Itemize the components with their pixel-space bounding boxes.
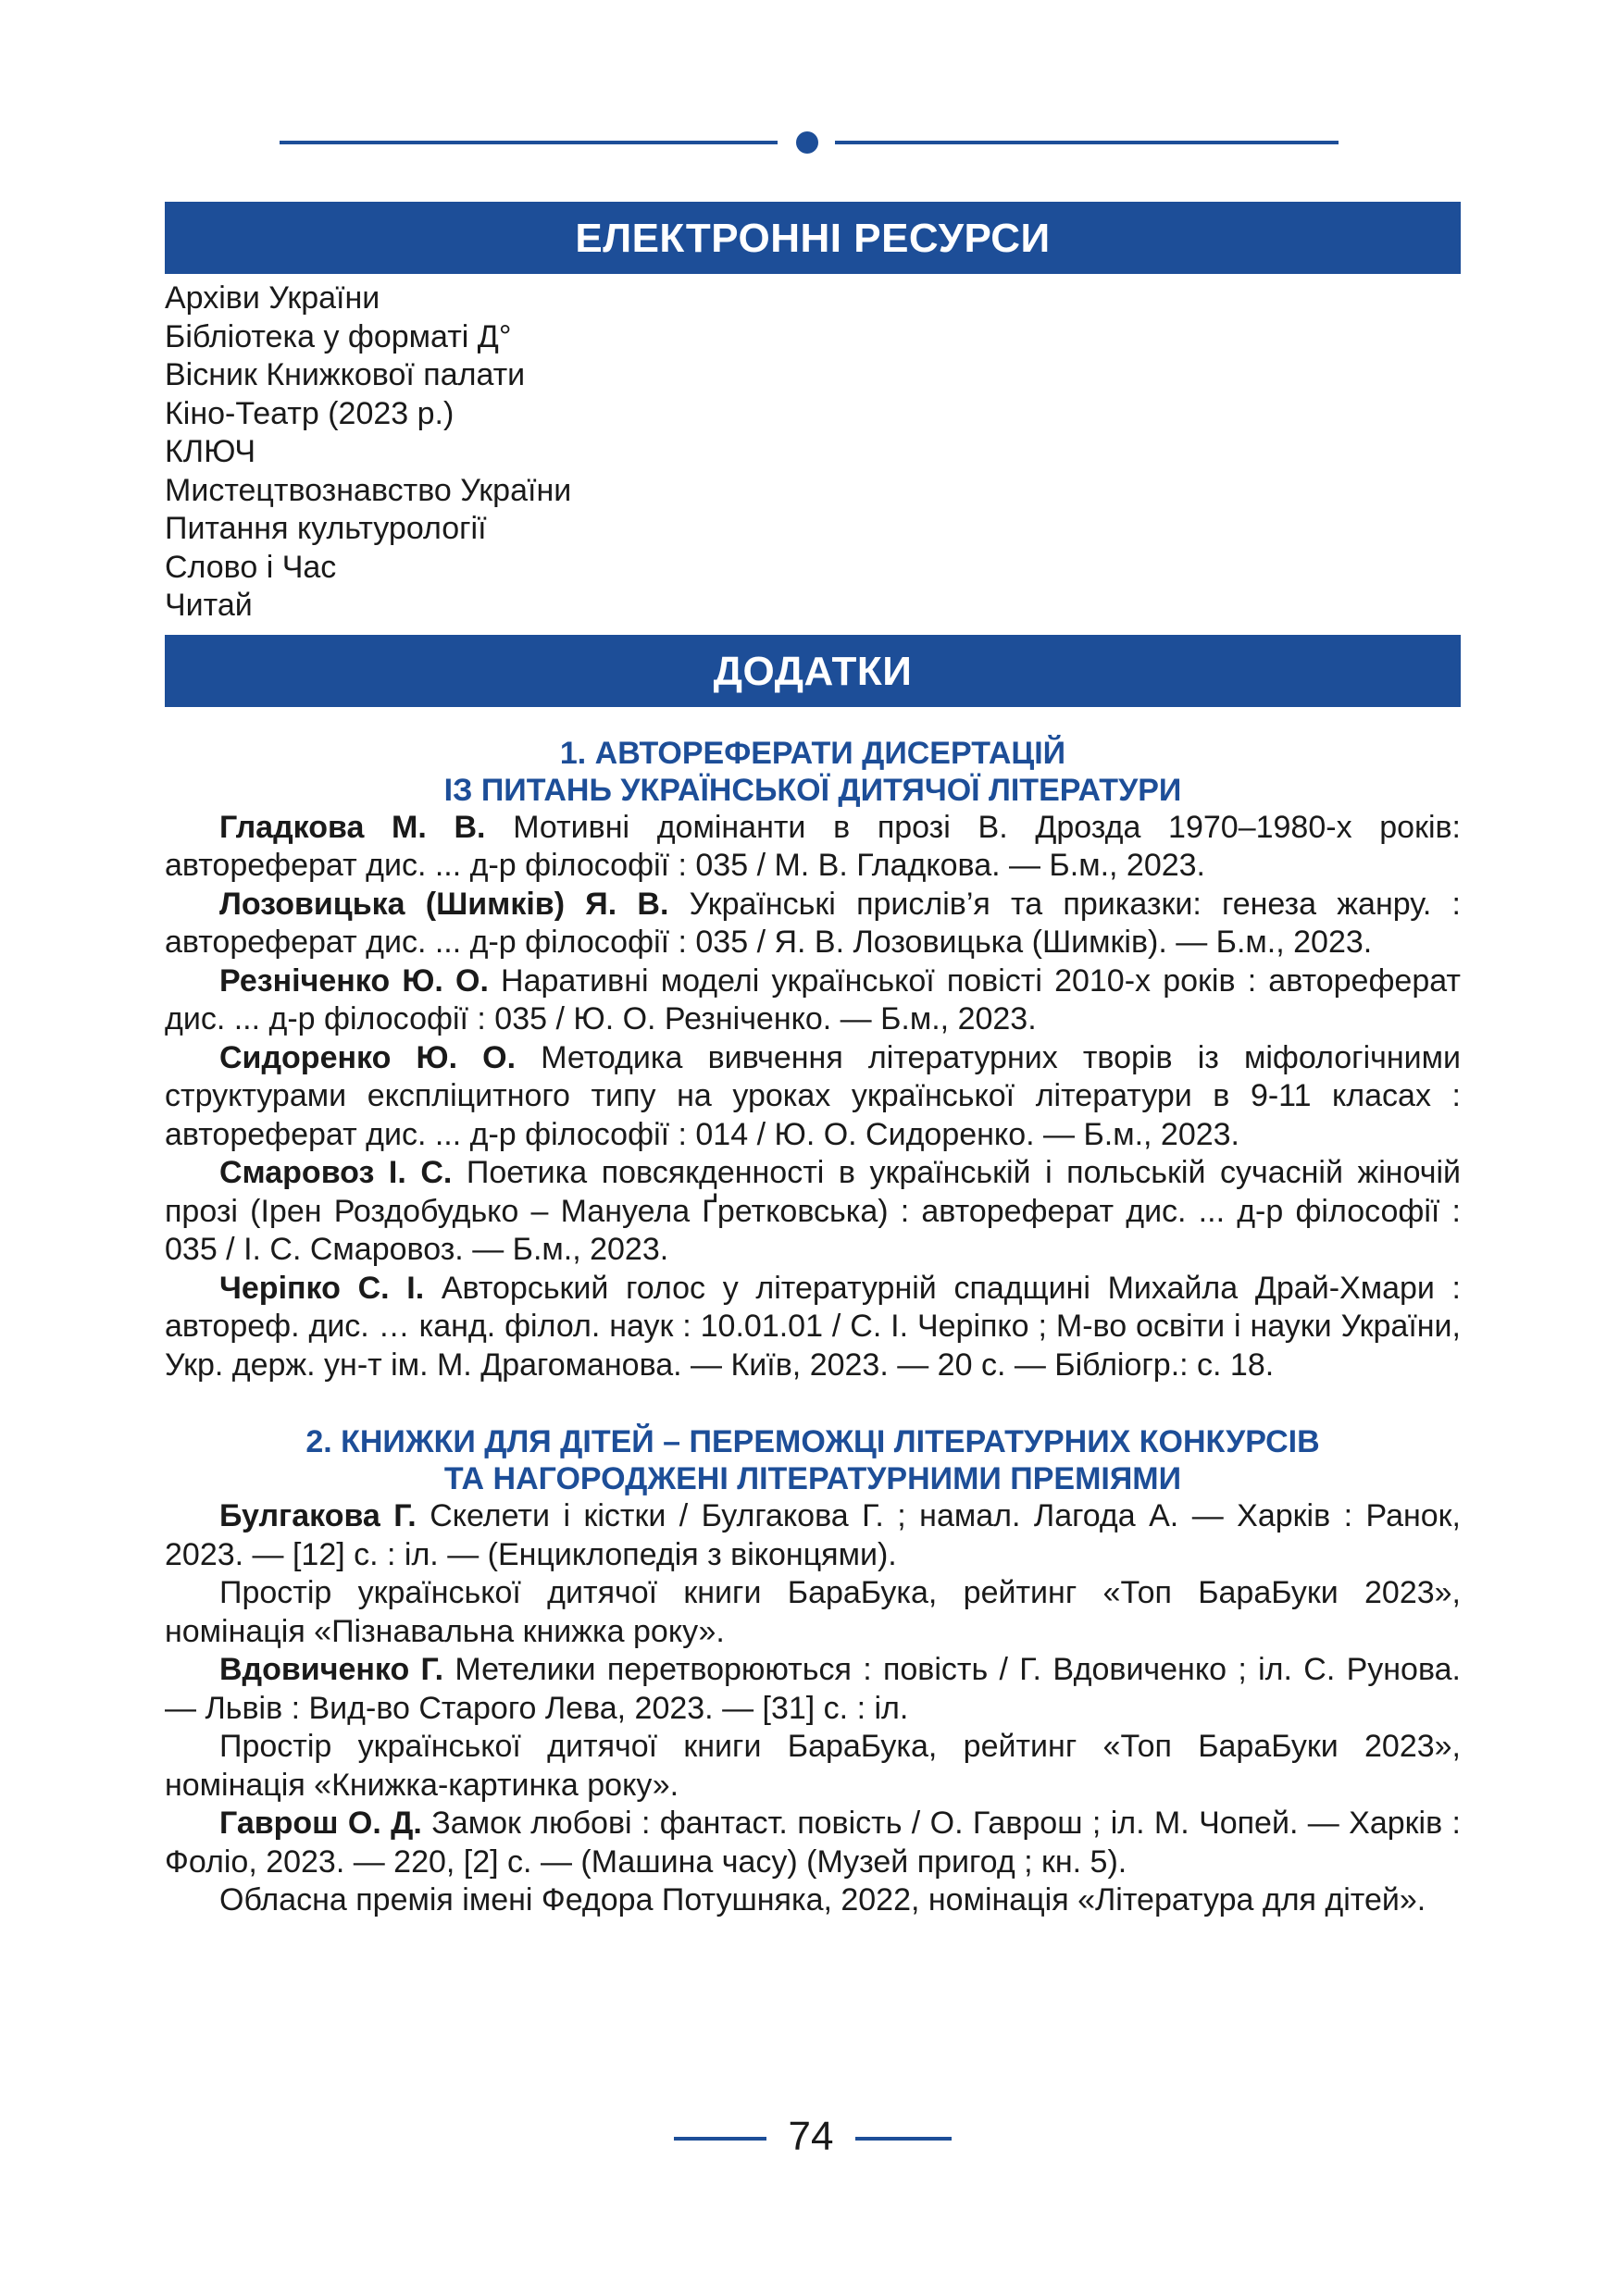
footer-rule-left: [674, 2137, 766, 2141]
page-number: 74: [788, 2114, 834, 2159]
award-note: Простір української дитячої книги БараБука, рейтинг «Топ БараБуки 2023», номінація «Пізнавальна книжка року».: [165, 1575, 1461, 1649]
header-decoration: [0, 131, 1619, 154]
entry-text: Мотивні домінанти в прозі В. Дрозда 1970–1980-х років: автореферат дис. ... д-р філософії : 035 / М. В. Гладкова. — Б.м., 2023.: [165, 809, 1462, 883]
entry-text: Скелети і кістки / Булгакова Г. ; намал. Лагода А. — Харків : Ранок, 2023. — [12] с. : іл. — (Енциклопедія з віконцями).: [165, 1498, 1461, 1572]
entry-author: Сидоренко Ю. О.: [219, 1039, 517, 1075]
section-2-title-line2: ТА НАГОРОДЖЕНІ ЛІТЕРАТУРНИМИ ПРЕМІЯМИ: [443, 1461, 1182, 1496]
bibliography-entry: [165, 1497, 1461, 1574]
section-2-title: [165, 1423, 1461, 1497]
entry-author: Смаровоз І. С.: [219, 1155, 453, 1190]
resource-item: Питання культурології: [165, 511, 487, 546]
entry-text: Метелики перетворюються : повість / Г. Вдовиченко ; іл. С. Рунова. — Львів : Вид-во Старого Лева, 2023. — [31] с. : іл.: [165, 1652, 1461, 1726]
entry-author: Черіпко С. І.: [219, 1270, 425, 1306]
resource-item: Вісник Книжкової палати: [165, 357, 526, 392]
bibliography-entry: [165, 962, 1461, 1039]
bibliography-entry: [165, 1154, 1461, 1270]
header-rule-right: [835, 141, 1339, 144]
entry-author: Резніченко Ю. О.: [219, 962, 489, 999]
resource-item: Бібліотека у форматі Д°: [165, 318, 512, 354]
entry-text: Поетика повсякденності в українській і польській сучасній жіночій прозі (Ірен Роздобудько – Мануела Ґретковська) : автореферат дис. ... д-р філософії : 035 / І. С. Смаровоз. — Б.м., 2023.: [165, 1155, 1461, 1267]
entry-author: Вдовиченко Г.: [219, 1652, 444, 1687]
entry-author: Гладкова М. В.: [219, 809, 486, 845]
award-note: Обласна премія імені Федора Потушняка, 2022, номінація «Література для дітей».: [219, 1882, 1426, 1917]
bibliography-entry: [165, 886, 1461, 962]
bibliography-entry: [165, 1270, 1461, 1385]
award-note: Простір української дитячої книги БараБука, рейтинг «Топ БараБуки 2023», номінація «Книжка-картинка року».: [165, 1729, 1461, 1803]
page-footer: [0, 2114, 1619, 2160]
footer-rule-right: [855, 2137, 952, 2141]
entry-text: Замок любові : фантаст. повість / О. Гаврош ; іл. М. Чопей. — Харків : Фоліо, 2023. — 220, [2] с. — (Машина часу) (Музей пригод ; кн. 5).: [165, 1806, 1462, 1880]
resource-item: Кіно-Театр (2023 р.): [165, 395, 455, 431]
bibliography-entry: [165, 1651, 1461, 1728]
electronic-resources-banner: ЕЛЕКТРОННІ РЕСУРСИ: [165, 202, 1461, 274]
entry-text: Українські прислів’я та приказки: генеза жанру. : автореферат дис. ... д-р філософії : 035 / Я. В. Лозовицька (Шимків). — Б.м., 2023.: [165, 886, 1461, 960]
bibliography-entry: [165, 1805, 1461, 1881]
bibliography-entry: [165, 809, 1461, 886]
header-rule-dot: [796, 131, 818, 154]
section-1-title-line1: 1. АВТОРЕФЕРАТИ ДИСЕРТАЦІЙ: [559, 735, 1066, 771]
bibliography-entry: [165, 1039, 1461, 1155]
appendices-banner: ДОДАТКИ: [165, 635, 1461, 707]
resource-item: КЛЮЧ: [165, 434, 255, 469]
section-1-title: [165, 735, 1461, 809]
resource-item: Архіви України: [165, 280, 380, 316]
entry-text: Авторський голос у літературній спадщині Михайла Драй-Хмари : автореф. дис. … канд. філол. наук : 10.01.01 / С. І. Черіпко ; М-во освіти і науки України, Укр. держ. ун-т ім. М. Драгоманова. — Київ, 2023. — 20 с. — Бібліогр.: с. 18.: [165, 1270, 1462, 1383]
resource-item: Мистецтвознавство України: [165, 472, 572, 508]
entry-author: Лозовицька (Шимків) Я. В.: [219, 886, 669, 922]
electronic-resources-list: [165, 274, 1461, 635]
entry-author: Булгакова Г.: [219, 1498, 417, 1533]
section-2-title-line1: 2. КНИЖКИ ДЛЯ ДІТЕЙ – ПЕРЕМОЖЦІ ЛІТЕРАТУРНИХ КОНКУРСІВ: [305, 1424, 1320, 1459]
entry-author: Гаврош О. Д.: [219, 1806, 422, 1841]
page-content: [165, 202, 1461, 1920]
entry-text: Наративні моделі української повісті 2010-х років : автореферат дис. ... д-р філософії : 035 / Ю. О. Резніченко. — Б.м., 2023.: [165, 962, 1461, 1036]
header-rule-left: [280, 141, 778, 144]
entry-text: Методика вивчення літературних творів із міфологічними структурами експліцитного типу на уроках української літератури в 9-11 класах : автореферат дис. ... д-р філософії : 014 / Ю. О. Сидоренко. — Б.м., 2023.: [165, 1039, 1461, 1152]
resource-item: Читай: [165, 588, 253, 623]
section-1-title-line2: ІЗ ПИТАНЬ УКРАЇНСЬКОЇ ДИТЯЧОЇ ЛІТЕРАТУРИ: [443, 772, 1182, 808]
resource-item: Слово і Час: [165, 549, 337, 585]
